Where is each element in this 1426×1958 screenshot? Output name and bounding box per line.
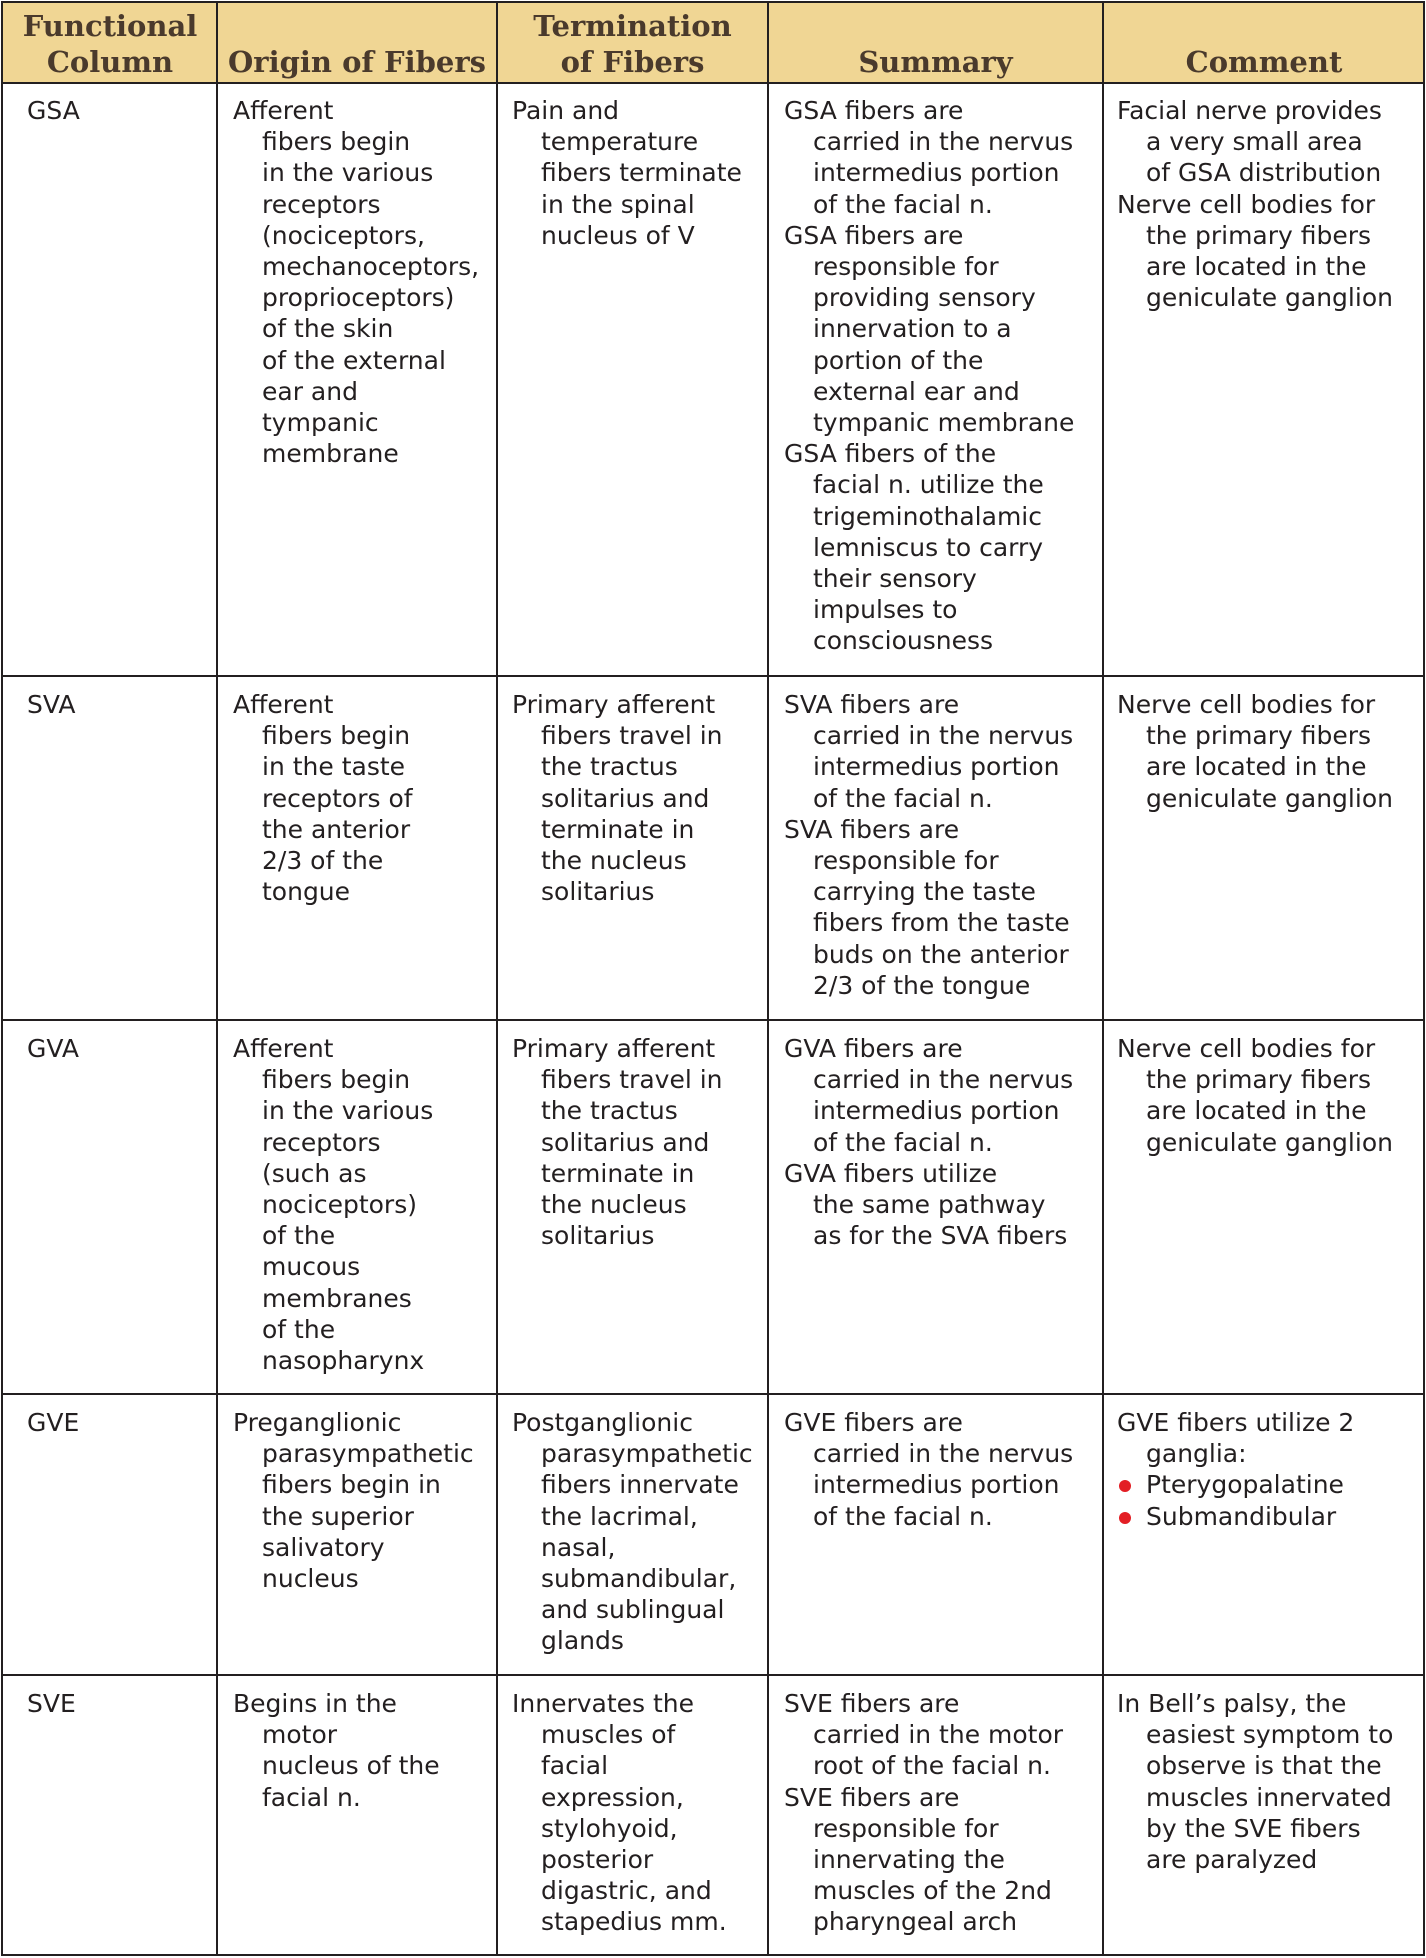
comment-paragraph: Nerve cell bodies for the primary fibers are located in the geniculate ganglion <box>1117 1034 1393 1157</box>
origin-cell <box>233 1676 495 1813</box>
column-cell <box>27 1676 207 1719</box>
column-divider <box>496 3 498 1954</box>
header-comment: Comment <box>1185 45 1343 79</box>
termination-cell <box>512 83 767 251</box>
summary-cell <box>784 677 1096 1001</box>
summary-paragraph: SVE fibers are responsible for innervating the muscles of the 2nd pharyngeal arch <box>784 1782 1052 1937</box>
column-divider <box>767 3 769 1954</box>
origin-paragraph: Begins in the motor nucleus of the facial n. <box>233 1689 440 1812</box>
summary-paragraph: GSA fibers are responsible for providing sensory innervation to a portion of the external ear and tympanic membrane <box>784 220 1075 438</box>
column-cell <box>27 677 207 720</box>
termination-paragraph: Primary afferent fibers travel in the tractus solitarius and terminate in the nucleus solitarius <box>512 1034 723 1251</box>
comment-paragraph: Facial nerve provides a very small area of GSA distribution <box>1117 96 1382 188</box>
summary-paragraph: SVE fibers are carried in the motor root of the facial n. <box>784 1689 1064 1781</box>
comment-cell <box>1117 1395 1419 1532</box>
comment-cell <box>1117 1021 1419 1158</box>
comment-paragraph: Nerve cell bodies for the primary fibers are located in the geniculate ganglion <box>1117 690 1393 813</box>
origin-cell <box>233 677 495 907</box>
comment-cell <box>1117 83 1419 313</box>
comment-cell <box>1117 677 1419 814</box>
origin-paragraph: Afferent fibers begin in the various receptors (nociceptors, mechanoceptors, proprioceptors) of the skin of the external ear and tympanic membrane <box>233 96 480 469</box>
termination-cell <box>512 1021 767 1251</box>
functional-column-label: GSA <box>27 96 80 125</box>
comment-bullet-item <box>1117 1501 1419 1532</box>
column-divider <box>216 3 218 1954</box>
summary-cell <box>784 83 1096 657</box>
functional-column-label: GVE <box>27 1408 80 1437</box>
termination-paragraph: Primary afferent fibers travel in the tractus solitarius and terminate in the nucleus solitarius <box>512 690 723 907</box>
bullet-dot-icon <box>1119 1480 1131 1492</box>
origin-paragraph: Preganglionic parasympathetic fibers begin in the superior salivatory nucleus <box>233 1408 474 1594</box>
summary-paragraph: GSA fibers of the facial n. utilize the trigeminothalamic lemniscus to carry their sensory impulses to consciousness <box>784 439 1044 656</box>
bullet-text: Pterygopalatine <box>1146 1470 1344 1500</box>
origin-paragraph: Afferent fibers begin in the various receptors (such as nociceptors) of the mucous membranes of the nasopharynx <box>233 1034 434 1376</box>
summary-paragraph: GVA fibers utilize the same pathway as for the SVA fibers <box>784 1158 1068 1251</box>
origin-paragraph: Afferent fibers begin in the taste receptors of the anterior 2/3 of the tongue <box>233 690 413 907</box>
summary-paragraph: GVA fibers are carried in the nervus intermedius portion of the facial n. <box>784 1034 1074 1157</box>
summary-cell <box>784 1395 1096 1532</box>
functional-column-label: SVE <box>27 1689 76 1718</box>
summary-cell <box>784 1021 1096 1251</box>
header-summary: Summary <box>858 45 1013 79</box>
comment-paragraph: Nerve cell bodies for the primary fibers are located in the geniculate ganglion <box>1117 189 1393 313</box>
header-functional-column: Functional Column <box>22 9 198 79</box>
origin-cell <box>233 1395 495 1594</box>
termination-paragraph: Innervates the muscles of facial expression, stylohyoid, posterior digastric, and stapedius mm. <box>512 1689 727 1937</box>
functional-column-label: GVA <box>27 1034 79 1063</box>
summary-paragraph: GVE fibers are carried in the nervus intermedius portion of the facial n. <box>784 1408 1074 1531</box>
column-cell <box>27 83 207 126</box>
termination-paragraph: Pain and temperature fibers terminate in the spinal nucleus of V <box>512 96 742 250</box>
termination-paragraph: Postganglionic parasympathetic fibers innervate the lacrimal, nasal, submandibular, and sublingual glands <box>512 1408 753 1656</box>
summary-cell <box>784 1676 1096 1938</box>
fiber-table <box>1 1 1425 1956</box>
column-cell <box>27 1395 207 1438</box>
comment-paragraph: In Bell’s palsy, the easiest symptom to observe is that the muscles innervated by the SVE fibers are paralyzed <box>1117 1689 1394 1875</box>
bullet-dot-icon <box>1119 1512 1131 1524</box>
column-cell <box>27 1021 207 1064</box>
comment-paragraph: GVE fibers utilize 2 ganglia: <box>1117 1408 1355 1469</box>
header-termination-of-fibers: Termination of Fibers <box>533 9 732 79</box>
summary-paragraph: SVA fibers are carried in the nervus intermedius portion of the facial n. <box>784 690 1074 813</box>
column-divider <box>1102 3 1104 1954</box>
termination-cell <box>512 1676 767 1938</box>
comment-cell <box>1117 1676 1419 1875</box>
summary-paragraph: GSA fibers are carried in the nervus intermedius portion of the facial n. <box>784 96 1074 219</box>
header-origin-of-fibers: Origin of Fibers <box>228 45 486 79</box>
origin-cell <box>233 83 495 469</box>
bullet-text: Submandibular <box>1146 1501 1337 1531</box>
origin-cell <box>233 1021 495 1376</box>
summary-paragraph: SVA fibers are responsible for carrying the taste fibers from the taste buds on the anterior 2/3 of the tongue <box>784 814 1070 1000</box>
termination-cell <box>512 677 767 907</box>
termination-cell <box>512 1395 767 1657</box>
comment-bullet-item <box>1117 1469 1419 1500</box>
functional-column-label: SVA <box>27 690 76 719</box>
